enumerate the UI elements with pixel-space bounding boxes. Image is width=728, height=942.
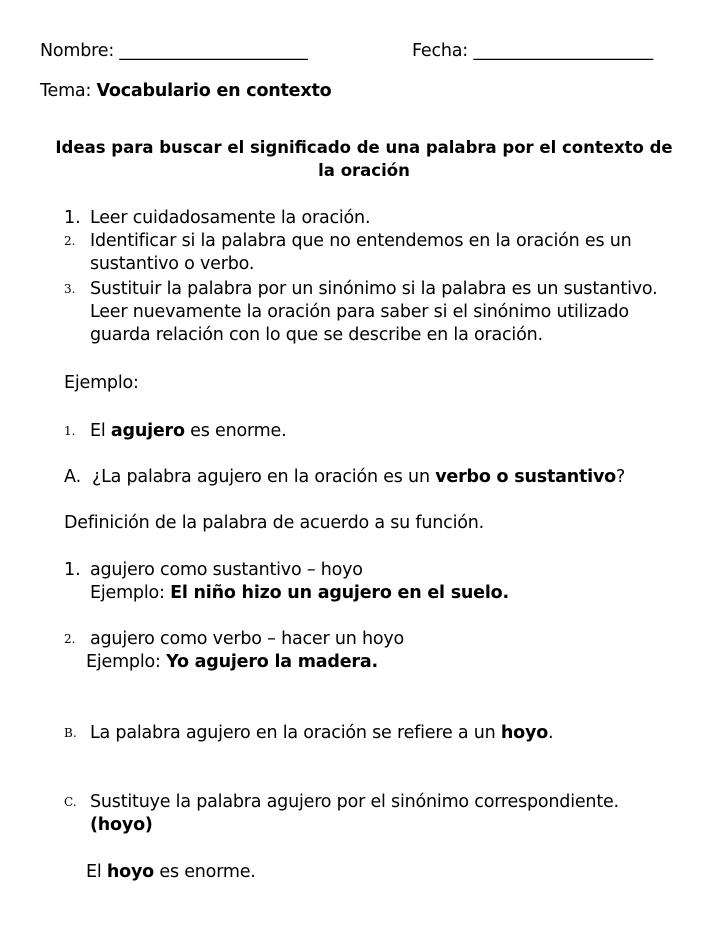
definition-2-example: [86, 651, 378, 673]
step-3-text-line-2: Leer nuevamente la oración para saber si el sinónimo utilizado: [90, 302, 629, 322]
question-a-marker: A.: [64, 467, 82, 487]
definition-1-example: [90, 582, 509, 604]
definition-2-example-label: Ejemplo:: [86, 652, 167, 672]
fecha-label: Fecha: _____________________: [412, 41, 653, 61]
nombre-field: [40, 40, 308, 62]
point-b-marker: B.: [64, 726, 77, 740]
point-c-text-line-1: Sustituye la palabra agujero por el sinónimo correspondiente.: [90, 792, 619, 812]
example-label: Ejemplo:: [64, 373, 139, 393]
definition-heading: Definición de la palabra de acuerdo a su función.: [64, 513, 485, 533]
step-3-marker: 3.: [64, 282, 76, 296]
final-sentence-word: hoyo: [106, 862, 155, 882]
step-2-text-line-2: sustantivo o verbo.: [90, 254, 255, 274]
step-2-text-line-1: Identificar si la palabra que no entendemos en la oración es un: [90, 231, 632, 251]
definition-1-example-label: Ejemplo:: [90, 583, 171, 603]
point-b-bold: hoyo: [500, 723, 549, 743]
step-2-marker: 2.: [64, 234, 76, 248]
example-sentence-post: es enorme.: [184, 421, 287, 441]
title-line-1: Ideas para buscar el significado de una palabra por el contexto de: [55, 138, 673, 157]
example-sentence: [90, 420, 286, 442]
step-3-text-line-1: Sustituir la palabra por un sinónimo si la palabra es un sustantivo.: [90, 279, 658, 299]
title-line-2: la oración: [318, 161, 410, 180]
example-sentence-pre: El: [90, 421, 111, 441]
point-b-text: [90, 722, 553, 744]
question-a-pre: ¿La palabra agujero en la oración es un: [92, 467, 436, 487]
example-item-marker: 1.: [64, 424, 76, 438]
step-1-text: Leer cuidadosamente la oración.: [90, 208, 371, 228]
final-sentence: [86, 861, 256, 883]
question-a-text: [92, 466, 625, 488]
tema-line: [40, 80, 331, 102]
tema-label: Tema:: [40, 81, 97, 101]
point-c-text-line-2: (hoyo): [90, 815, 153, 835]
definition-2-marker: 2.: [64, 632, 76, 646]
nombre-label: Nombre: ______________________: [40, 41, 308, 61]
definition-2-text: agujero como verbo – hacer un hoyo: [90, 629, 405, 649]
fecha-field: [412, 40, 653, 62]
definition-2-example-sentence: Yo agujero la madera.: [166, 652, 378, 672]
point-c-marker: C.: [64, 795, 77, 809]
tema-value: Vocabulario en contexto: [96, 81, 332, 101]
example-sentence-word: agujero: [110, 421, 185, 441]
definition-1-marker: 1.: [64, 560, 81, 580]
final-sentence-pre: El: [86, 862, 107, 882]
question-a-bold: verbo o sustantivo: [435, 467, 616, 487]
definition-1-example-sentence: El niño hizo un agujero en el suelo.: [170, 583, 509, 603]
step-1-marker: 1.: [64, 208, 81, 228]
point-b-pre: La palabra agujero en la oración se refiere a un: [90, 723, 501, 743]
question-a-post: ?: [616, 467, 626, 487]
point-b-post: .: [548, 723, 554, 743]
definition-1-text: agujero como sustantivo – hoyo: [90, 560, 363, 580]
step-3-text-line-3: guarda relación con lo que se describe en la oración.: [90, 325, 543, 345]
final-sentence-post: es enorme.: [154, 862, 256, 882]
